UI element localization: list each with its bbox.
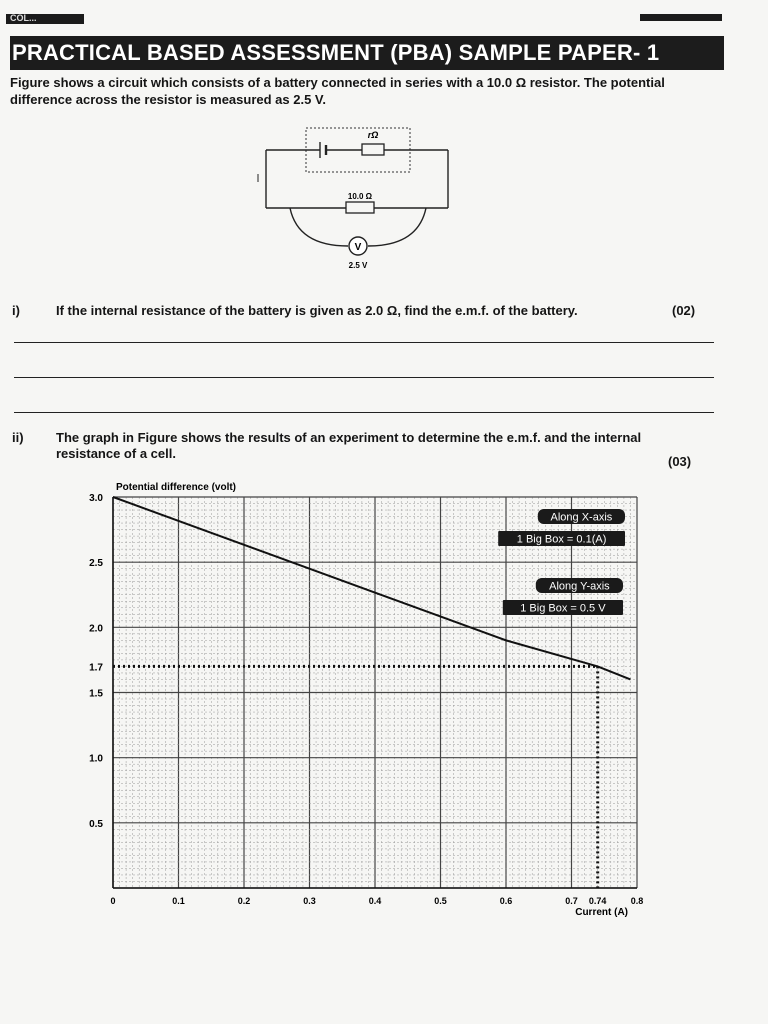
answer-line-3[interactable] bbox=[14, 412, 714, 413]
y-tick-label: 2.5 bbox=[89, 558, 103, 570]
question-2-line-2: resistance of a cell. bbox=[56, 446, 176, 461]
circuit-diagram bbox=[250, 122, 460, 272]
voltmeter-wire-left bbox=[290, 208, 348, 246]
corner-tab bbox=[6, 14, 84, 24]
question-1-text: If the internal resistance of the battery is given as 2.0 Ω, find the e.m.f. of the battery. bbox=[56, 303, 578, 318]
page-title: PRACTICAL BASED ASSESSMENT (PBA) SAMPLE PAPER- 1 bbox=[10, 36, 724, 70]
annotation-text: Along Y-axis bbox=[549, 580, 610, 593]
answer-line-1[interactable] bbox=[14, 342, 714, 343]
x-axis-label: Current (A) bbox=[575, 907, 628, 918]
intro-text bbox=[10, 74, 730, 108]
x-tick-label: 0.8 bbox=[630, 896, 644, 906]
annotation-text: 1 Big Box = 0.1(A) bbox=[516, 533, 607, 546]
x-tick-label: 0.1 bbox=[172, 896, 185, 906]
resistor-label: 10.0 Ω bbox=[347, 192, 373, 201]
y-tick-label: 1.7 bbox=[89, 662, 103, 674]
y-tick-label: 1.5 bbox=[89, 688, 103, 700]
x-tick-label: 0.2 bbox=[237, 896, 251, 906]
x-tick-label: 0.5 bbox=[434, 896, 447, 906]
x-tick-label: 0.6 bbox=[499, 896, 513, 906]
x-tick-label: 0 bbox=[110, 896, 116, 906]
x-tick-label: 0.4 bbox=[368, 896, 382, 906]
voltmeter-symbol: V bbox=[354, 242, 362, 253]
voltmeter-wire-right bbox=[368, 208, 426, 246]
graph-ticks bbox=[89, 493, 643, 906]
y-tick-label: 0.5 bbox=[89, 818, 103, 830]
voltmeter-reading: 2.5 V bbox=[348, 261, 368, 270]
internal-resistor-label: rΩ bbox=[367, 130, 379, 140]
question-1-number: i) bbox=[12, 303, 20, 318]
internal-resistor bbox=[362, 144, 384, 155]
y-tick-label: 1.0 bbox=[89, 753, 103, 765]
intro-line-1: Figure shows a circuit which consists of a battery connected in series with a 10.0 Ω resistor. The potential bbox=[10, 75, 665, 90]
graph-grid bbox=[113, 497, 637, 888]
corner-text: COL... bbox=[10, 13, 37, 23]
intro-line-2: difference across the resistor is measured as 2.5 V. bbox=[10, 92, 327, 107]
x-tick-label: 0.7 bbox=[565, 896, 578, 906]
question-2-line-1: The graph in Figure shows the results of an experiment to determine the e.m.f. and the internal bbox=[56, 430, 642, 445]
x-tick-label: 0.3 bbox=[303, 896, 316, 906]
vi-graph bbox=[0, 470, 768, 930]
question-1-marks: (02) bbox=[672, 303, 696, 318]
question-2-marks: (03) bbox=[668, 454, 692, 469]
annotation-text: 1 Big Box = 0.5 V bbox=[520, 602, 606, 615]
y-tick-label: 2.0 bbox=[89, 623, 103, 635]
x-tick-label: 0.74 bbox=[588, 896, 607, 906]
corner-bar bbox=[640, 14, 722, 21]
annotation-text: Along X-axis bbox=[550, 511, 613, 524]
question-2-number: ii) bbox=[12, 430, 24, 445]
y-tick-label: 3.0 bbox=[89, 493, 103, 504]
external-resistor bbox=[346, 202, 374, 213]
question-2-text bbox=[56, 430, 696, 462]
y-axis-label: Potential difference (volt) bbox=[116, 482, 237, 493]
answer-line-2[interactable] bbox=[14, 377, 714, 378]
